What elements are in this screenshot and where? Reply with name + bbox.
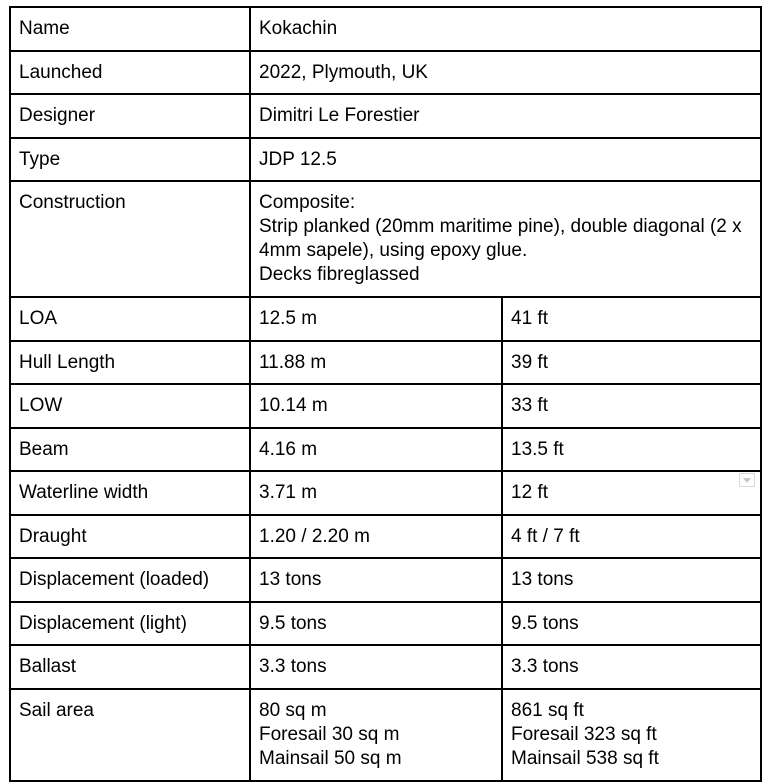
row-label: Draught	[10, 515, 250, 558]
imperial-value: 861 sq ft Foresail 323 sq ft Mainsail 538 sq ft	[502, 689, 761, 781]
metric-value: 1.20 / 2.20 m	[250, 515, 502, 558]
row-value: Kokachin	[250, 7, 761, 51]
row-label: LOW	[10, 384, 250, 428]
chevron-down-icon[interactable]	[739, 473, 755, 487]
table-row	[10, 7, 761, 51]
metric-value: 9.5 tons	[250, 602, 502, 645]
table-row	[10, 645, 761, 689]
row-label: Displacement (loaded)	[10, 558, 250, 602]
row-value: Composite: Strip planked (20mm maritime pine), double diagonal (2 x 4mm sapele), using epoxy glue. Decks fibreglassed	[250, 181, 761, 297]
row-label: Construction	[10, 181, 250, 297]
metric-value: 3.71 m	[250, 471, 502, 515]
row-label: Name	[10, 7, 250, 51]
table-row	[10, 689, 761, 781]
row-value: Dimitri Le Forestier	[250, 94, 761, 138]
table-row	[10, 558, 761, 602]
metric-value: 3.3 tons	[250, 645, 502, 689]
metric-value: 4.16 m	[250, 428, 502, 471]
metric-value: 12.5 m	[250, 297, 502, 341]
row-value: JDP 12.5	[250, 138, 761, 181]
table-row	[10, 181, 761, 297]
imperial-value: 13 tons	[502, 558, 761, 602]
row-label: Ballast	[10, 645, 250, 689]
row-label: Designer	[10, 94, 250, 138]
metric-value: 11.88 m	[250, 341, 502, 384]
row-label: Sail area	[10, 689, 250, 781]
imperial-value: 9.5 tons	[502, 602, 761, 645]
row-label: Displacement (light)	[10, 602, 250, 645]
imperial-value: 4 ft / 7 ft	[502, 515, 761, 558]
row-label: Launched	[10, 51, 250, 94]
table-row	[10, 297, 761, 341]
table-row	[10, 341, 761, 384]
table-row	[10, 428, 761, 471]
imperial-value: 13.5 ft	[502, 428, 761, 471]
row-label: Beam	[10, 428, 250, 471]
table-row	[10, 384, 761, 428]
row-label: LOA	[10, 297, 250, 341]
table-row	[10, 602, 761, 645]
metric-value: 13 tons	[250, 558, 502, 602]
boat-spec-table	[9, 6, 762, 782]
row-label: Waterline width	[10, 471, 250, 515]
imperial-value: 41 ft	[502, 297, 761, 341]
row-label: Hull Length	[10, 341, 250, 384]
imperial-value: 33 ft	[502, 384, 761, 428]
table-row	[10, 138, 761, 181]
imperial-value: 39 ft	[502, 341, 761, 384]
imperial-value: 3.3 tons	[502, 645, 761, 689]
metric-value: 80 sq m Foresail 30 sq m Mainsail 50 sq m	[250, 689, 502, 781]
metric-value: 10.14 m	[250, 384, 502, 428]
table-row	[10, 94, 761, 138]
table-row	[10, 471, 761, 515]
imperial-value: 12 ft	[502, 471, 761, 515]
table-row	[10, 51, 761, 94]
table-row	[10, 515, 761, 558]
row-label: Type	[10, 138, 250, 181]
row-value: 2022, Plymouth, UK	[250, 51, 761, 94]
